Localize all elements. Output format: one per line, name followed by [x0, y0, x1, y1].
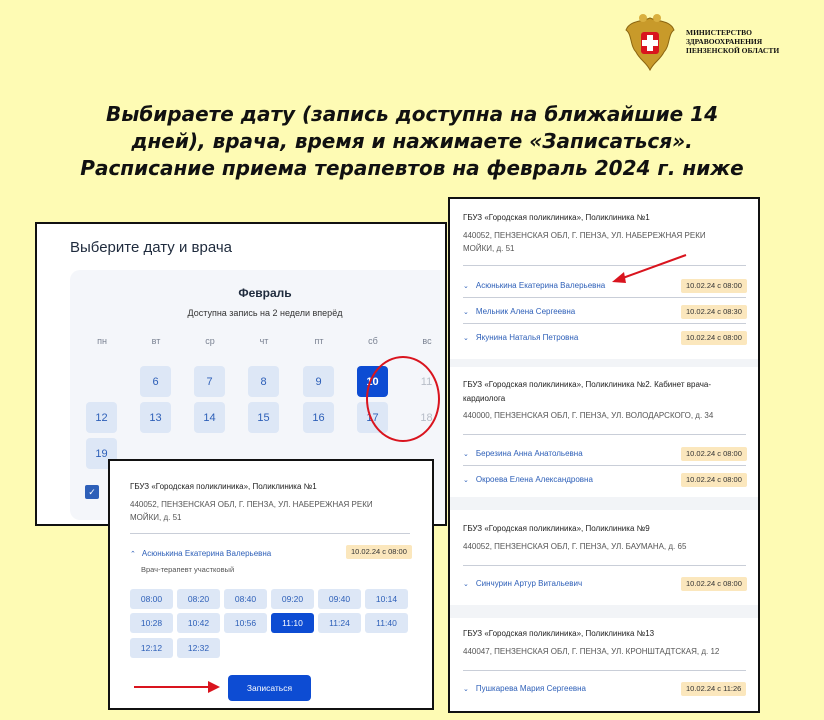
- time-slot-panel: [108, 459, 434, 710]
- date-badge: 10.02.24 с 08:00: [681, 447, 747, 461]
- date-badge: 10.02.24 с 08:00: [346, 545, 412, 559]
- divider: [463, 434, 746, 435]
- time-slot[interactable]: 11:40: [365, 613, 408, 633]
- clinic-address: 440052, ПЕНЗЕНСКАЯ ОБЛ, Г. ПЕНЗА, УЛ. БАУМАНА, д. 65: [463, 542, 687, 551]
- time-slot[interactable]: 11:24: [318, 613, 361, 633]
- day-11: 11: [420, 375, 433, 388]
- chevron-down-icon: ⌄: [463, 477, 469, 484]
- weekday-sun: вс: [422, 336, 432, 346]
- time-slot[interactable]: 10:56: [224, 613, 267, 633]
- day-15[interactable]: 15: [248, 402, 279, 433]
- doctor-row[interactable]: ⌄ Березина Анна Анатольевна: [463, 449, 583, 458]
- weekday-thu: чт: [259, 336, 269, 346]
- chevron-down-icon: ⌄: [463, 309, 469, 316]
- clinic-address: 440052, ПЕНЗЕНСКАЯ ОБЛ, Г. ПЕНЗА, УЛ. НАБЕРЕЖНАЯ РЕКИ МОЙКИ, д. 51: [463, 231, 706, 253]
- day-17[interactable]: 17: [357, 402, 388, 433]
- date-badge: 10.02.24 с 08:00: [681, 473, 747, 487]
- time-slot[interactable]: 08:40: [224, 589, 267, 609]
- date-badge: 10.02.24 с 08:00: [681, 331, 747, 345]
- divider: [463, 670, 746, 671]
- date-badge: 10.02.24 с 08:30: [681, 305, 747, 319]
- time-slot[interactable]: 12:32: [177, 638, 220, 658]
- ministry-label: МИНИСТЕРСТВО ЗДРАВООХРАНЕНИЯ ПЕНЗЕНСКОЙ ОБЛАСТИ: [686, 28, 780, 55]
- day-10-selected[interactable]: 10: [357, 366, 388, 397]
- chevron-down-icon: ⌄: [463, 451, 469, 458]
- doctor-row[interactable]: ⌄ Пушкарева Мария Сергеевна: [463, 684, 587, 693]
- divider: [463, 565, 746, 566]
- date-badge: 10.02.24 с 08:00: [681, 577, 747, 591]
- doctor-row[interactable]: ⌄ Асюнькина Екатерина Валерьевна: [463, 281, 606, 290]
- clinic-name: ГБУЗ «Городская поликлиника», Поликлиника №1: [463, 213, 650, 222]
- schedule-list-panel: [448, 197, 760, 713]
- day-9[interactable]: 9: [303, 366, 334, 397]
- time-slot[interactable]: 10:28: [130, 613, 173, 633]
- divider: [130, 533, 410, 534]
- day-12[interactable]: 12: [86, 402, 117, 433]
- clinic-section-2: [450, 367, 758, 497]
- clinic-address: 440000, ПЕНЗЕНСКАЯ ОБЛ, Г. ПЕНЗА, УЛ. ВОЛОДАРСКОГО, д. 34: [463, 411, 714, 420]
- day-8[interactable]: 8: [248, 366, 279, 397]
- clinic-name: ГБУЗ «Городская поликлиника», Поликлиника №1: [130, 482, 317, 491]
- day-14[interactable]: 14: [194, 402, 225, 433]
- day-18: 18: [420, 411, 433, 424]
- chevron-down-icon: ⌄: [463, 283, 469, 290]
- highlight-circle: [366, 356, 440, 442]
- weekday-fri: пт: [314, 336, 324, 346]
- book-button[interactable]: Записаться: [228, 675, 311, 701]
- time-slot[interactable]: 10:14: [365, 589, 408, 609]
- coat-of-arms-icon: [622, 12, 678, 74]
- day-19[interactable]: 19: [86, 438, 117, 469]
- clinic-section-3: [450, 510, 758, 605]
- time-slot[interactable]: 12:12: [130, 638, 173, 658]
- red-arrow-icon: [600, 249, 700, 289]
- doctor-row[interactable]: ⌄ Якунина Наталья Петровна: [463, 333, 579, 342]
- day-13[interactable]: 13: [140, 402, 171, 433]
- doctor-row[interactable]: ⌄ Мельник Алена Сергеевна: [463, 307, 576, 316]
- clinic-name: ГБУЗ «Городская поликлиника», Поликлиника №13: [463, 629, 655, 638]
- month-label: Февраль: [238, 286, 292, 300]
- date-badge: 10.02.24 с 11:26: [681, 682, 746, 696]
- chevron-down-icon: ⌄: [463, 581, 469, 588]
- clinic-name: ГБУЗ «Городская поликлиника», Поликлиника №2. Кабинет врача-кардиолога: [463, 380, 711, 403]
- time-slot[interactable]: 10:42: [177, 613, 220, 633]
- panel-title: Выберите дату и врача: [70, 239, 232, 256]
- day-7[interactable]: 7: [194, 366, 225, 397]
- chevron-up-icon: ⌃: [130, 551, 136, 558]
- time-slot[interactable]: 09:40: [318, 589, 361, 609]
- day-16[interactable]: 16: [303, 402, 334, 433]
- red-arrow-icon: [132, 677, 224, 697]
- weekday-sat: сб: [368, 336, 378, 346]
- chevron-down-icon: ⌄: [463, 335, 469, 342]
- time-slot[interactable]: 09:20: [271, 589, 314, 609]
- checkbox[interactable]: ✓: [85, 485, 99, 499]
- doctor-role: Врач-терапевт участковый: [141, 565, 235, 574]
- weekday-tue: вт: [151, 336, 161, 346]
- weekday-wed: ср: [205, 336, 215, 346]
- clinic-name: ГБУЗ «Городская поликлиника», Поликлиника №9: [463, 524, 650, 533]
- time-slot-selected[interactable]: 11:10: [271, 613, 314, 633]
- divider: [463, 465, 746, 466]
- divider: [463, 323, 746, 324]
- time-slot[interactable]: 08:00: [130, 589, 173, 609]
- instruction-heading: Выбираете дату (запись доступна на ближайшие 14 дней), врача, время и нажимаете «Записаться». Расписание приема терапевтов на февраль 2024 г. ниже: [80, 102, 744, 180]
- clinic-address: 440047, ПЕНЗЕНСКАЯ ОБЛ, Г. ПЕНЗА, УЛ. КРОНШТАДТСКАЯ, д. 12: [463, 647, 720, 656]
- doctor-row-expanded[interactable]: ⌃ Асюнькина Екатерина Валерьевна: [130, 549, 272, 558]
- clinic-address: 440052, ПЕНЗЕНСКАЯ ОБЛ, Г. ПЕНЗА, УЛ. НАБЕРЕЖНАЯ РЕКИ МОЙКИ, д. 51: [130, 500, 373, 522]
- weekday-mon: пн: [97, 336, 107, 346]
- clinic-section-4: [450, 618, 758, 713]
- day-6[interactable]: 6: [140, 366, 171, 397]
- doctor-row[interactable]: ⌄ Синчурин Артур Витальевич: [463, 579, 583, 588]
- doctor-row[interactable]: ⌄ Окроева Елена Александровна: [463, 475, 593, 484]
- time-slot[interactable]: 08:20: [177, 589, 220, 609]
- availability-note: Доступна запись на 2 недели вперёд: [187, 308, 343, 318]
- date-badge: 10.02.24 с 08:00: [681, 279, 747, 293]
- chevron-down-icon: ⌄: [463, 686, 469, 693]
- divider: [463, 297, 746, 298]
